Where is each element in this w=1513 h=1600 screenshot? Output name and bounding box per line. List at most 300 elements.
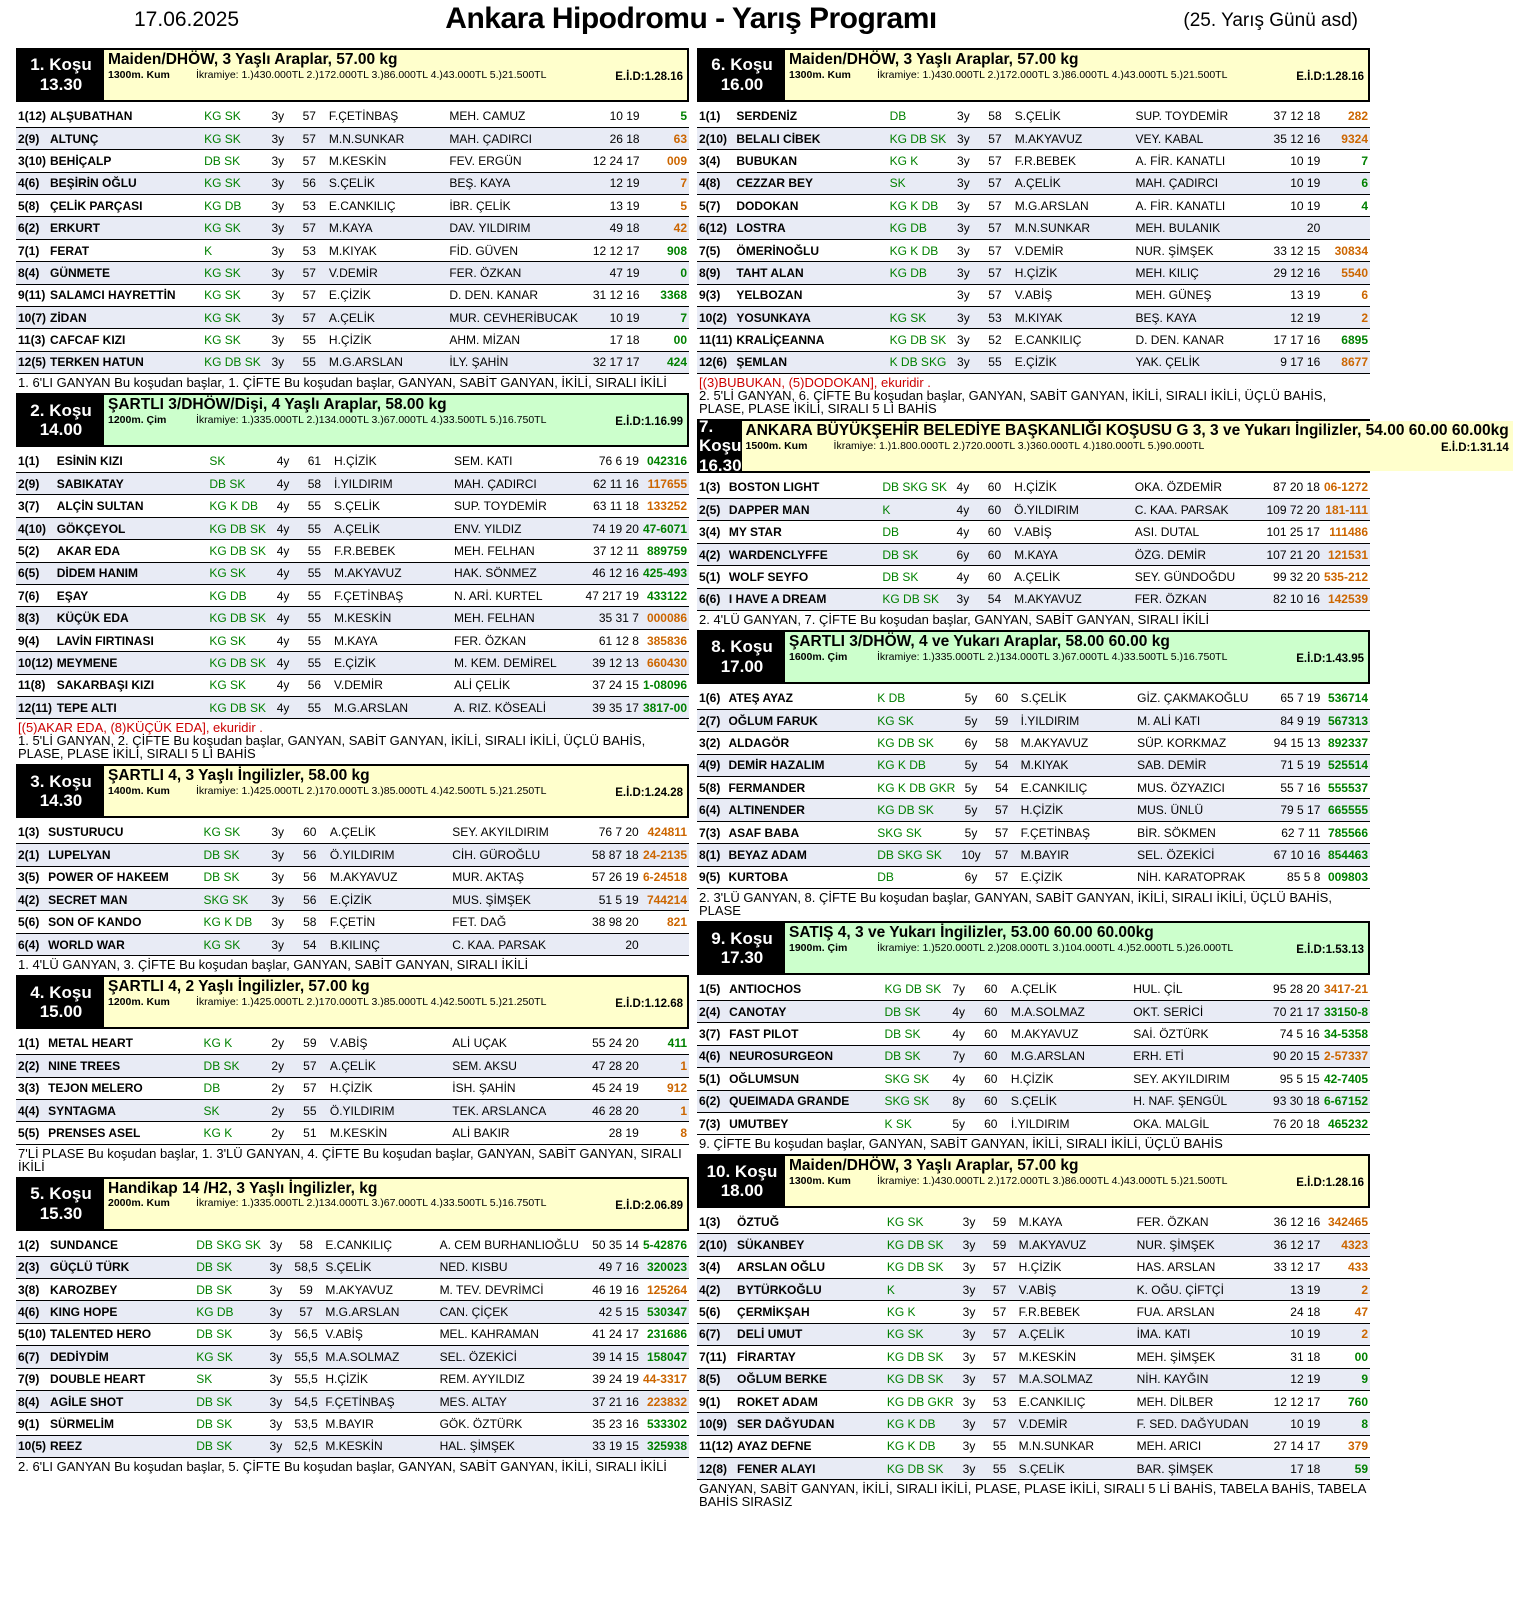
weight: 60 bbox=[977, 521, 1012, 543]
horse-name: SECRET MAN bbox=[46, 889, 201, 911]
trainer: CAN. ÇİÇEK bbox=[438, 1301, 581, 1323]
race-header bbox=[16, 764, 689, 818]
trainer: ASI. DUTAL bbox=[1133, 521, 1260, 543]
horse-age: 5y bbox=[957, 777, 984, 799]
horse-age: 3y bbox=[263, 1301, 289, 1323]
form-figures: 84 9 19 bbox=[1262, 709, 1323, 731]
table-row bbox=[16, 1323, 689, 1345]
jockey: F.R.BEBEK bbox=[1013, 150, 1134, 172]
equipment: KG K DB bbox=[888, 239, 950, 261]
jockey: M.N.SUNKAR bbox=[1017, 1435, 1135, 1457]
race-info bbox=[104, 766, 687, 816]
last-races: 536714 bbox=[1322, 687, 1370, 709]
horse-age: 4y bbox=[945, 1023, 973, 1045]
equipment: KG DB SK bbox=[880, 588, 949, 610]
jockey: İ.YILDIRIM bbox=[1019, 709, 1135, 731]
horse-age: 2y bbox=[264, 1122, 292, 1144]
race-record: E.İ.D:1.43.95 bbox=[1296, 653, 1364, 666]
equipment: KG DB SK bbox=[885, 1234, 956, 1256]
jockey: M.AKYAVUZ bbox=[1013, 127, 1134, 149]
race-number: 6. Koşu bbox=[711, 55, 773, 75]
jockey: E.ÇİZİK bbox=[1013, 351, 1134, 373]
jockey: E.CANKILIÇ bbox=[323, 1234, 437, 1256]
jockey: F.ÇETİNBAŞ bbox=[1019, 821, 1135, 843]
jockey: V.ABİŞ bbox=[323, 1323, 437, 1345]
horse-age: 3y bbox=[264, 239, 292, 261]
form-figures: 17 18 bbox=[580, 329, 642, 351]
race-prize: İkramiye: 1.)520.000TL 2.)208.000TL 3.)104.000TL 4.)52.000TL 5.)26.000TL bbox=[877, 941, 1234, 954]
horse-age: 3y bbox=[264, 127, 292, 149]
trainer: MUS. ÜNLÜ bbox=[1135, 799, 1262, 821]
table-row bbox=[697, 1435, 1370, 1457]
runner-number: 6(5) bbox=[16, 562, 55, 584]
equipment: SK bbox=[202, 1099, 264, 1121]
trainer: SEM. KATI bbox=[452, 450, 579, 472]
trainer: NİH. KAYĞIN bbox=[1135, 1368, 1262, 1390]
table-row bbox=[16, 889, 689, 911]
table-row bbox=[697, 1000, 1370, 1022]
runner-number: 8(4) bbox=[16, 262, 48, 284]
table-row bbox=[697, 307, 1370, 329]
horse-age: 7y bbox=[945, 1045, 973, 1067]
race-number-box bbox=[18, 395, 104, 445]
jockey: M.KIYAK bbox=[327, 239, 447, 261]
last-races: 6895 bbox=[1322, 329, 1370, 351]
runner-number: 2(4) bbox=[697, 1000, 727, 1022]
weight: 57 bbox=[982, 1256, 1016, 1278]
weight: 55 bbox=[292, 329, 327, 351]
form-figures: 29 12 16 bbox=[1261, 262, 1323, 284]
trainer: SUP. TOYDEMİR bbox=[1133, 105, 1260, 127]
horse-name: QUEIMADA GRANDE bbox=[727, 1090, 882, 1112]
trainer: TEK. ARSLANCA bbox=[450, 1099, 578, 1121]
trainer: MES. ALTAY bbox=[438, 1390, 581, 1412]
runner-number: 10(5) bbox=[16, 1435, 48, 1457]
equipment: KG SK bbox=[202, 821, 264, 843]
weight: 55 bbox=[297, 495, 332, 517]
race-number-box bbox=[699, 1156, 785, 1206]
horse-name: ALTUNÇ bbox=[48, 127, 202, 149]
last-races: 5 bbox=[642, 195, 689, 217]
horse-age: 5y bbox=[957, 709, 984, 731]
runner-number: 12(8) bbox=[697, 1458, 735, 1480]
form-figures: 82 10 16 bbox=[1260, 588, 1322, 610]
form-figures: 99 32 20 bbox=[1260, 566, 1322, 588]
equipment: KG DB SK bbox=[207, 517, 269, 539]
table-row bbox=[16, 911, 689, 933]
trainer: A. FİR. KANATLI bbox=[1133, 195, 1260, 217]
race-distance: 1300m. Kum bbox=[108, 68, 170, 81]
jockey: E.ÇİZİK bbox=[328, 889, 450, 911]
equipment bbox=[888, 284, 950, 306]
form-figures: 55 7 16 bbox=[1262, 777, 1323, 799]
runner-number: 4(6) bbox=[16, 1301, 48, 1323]
runner-number: 1(6) bbox=[697, 687, 726, 709]
runner-number: 2(3) bbox=[16, 1256, 48, 1278]
race-info bbox=[785, 1156, 1368, 1206]
horse-age: 3y bbox=[956, 1301, 983, 1323]
trainer: AHM. MİZAN bbox=[447, 329, 580, 351]
runner-number: 2(1) bbox=[16, 844, 46, 866]
horse-name: POWER OF HAKEEM bbox=[46, 866, 201, 888]
table-row bbox=[697, 1256, 1370, 1278]
horse-age: 3y bbox=[956, 1234, 983, 1256]
weight: 57 bbox=[977, 172, 1012, 194]
last-races bbox=[1322, 217, 1370, 239]
weight: 57 bbox=[982, 1323, 1016, 1345]
trainer: İBR. ÇELİK bbox=[447, 195, 580, 217]
weight: 57 bbox=[985, 799, 1019, 821]
equipment: DB SK bbox=[194, 1256, 263, 1278]
weight: 60 bbox=[973, 1112, 1009, 1134]
runner-number: 12(6) bbox=[697, 351, 734, 373]
horse-name: AKAR EDA bbox=[55, 540, 208, 562]
trainer: OKA. ÖZDEMİR bbox=[1133, 476, 1260, 498]
table-row bbox=[16, 1301, 689, 1323]
form-figures: 36 12 16 bbox=[1261, 1211, 1322, 1233]
form-figures: 42 5 15 bbox=[581, 1301, 641, 1323]
equipment: SKG SK bbox=[883, 1068, 945, 1090]
form-figures: 26 18 bbox=[580, 127, 642, 149]
last-races: 665555 bbox=[1322, 799, 1370, 821]
last-races: 44-3317 bbox=[641, 1368, 689, 1390]
race-number: 5. Koşu bbox=[30, 1184, 92, 1204]
last-races: 5-42876 bbox=[641, 1234, 689, 1256]
trainer: OKT. SERİCİ bbox=[1131, 1000, 1259, 1022]
race-number-box bbox=[699, 416, 742, 475]
trainer: SAB. DEMİR bbox=[1135, 754, 1262, 776]
jockey: M.AKYAVUZ bbox=[1017, 1234, 1135, 1256]
runners-table bbox=[697, 105, 1370, 374]
last-races: 59 bbox=[1322, 1458, 1370, 1480]
table-row bbox=[697, 1390, 1370, 1412]
horse-age: 3y bbox=[263, 1323, 289, 1345]
last-races: 6 bbox=[1322, 172, 1370, 194]
jockey: V.ABİŞ bbox=[1013, 284, 1134, 306]
bet-types: 2. 6'LI GANYAN Bu koşudan başlar, 5. ÇİFTE Bu koşudan başlar, GANYAN, SABİT GANYAN, İKİLİ, SIRALI İKİLİ bbox=[18, 1459, 667, 1475]
horse-name: ÖZTUĞ bbox=[735, 1211, 885, 1233]
last-races: 325938 bbox=[641, 1435, 689, 1457]
runner-number: 8(5) bbox=[697, 1368, 735, 1390]
runner-number: 2(2) bbox=[16, 1055, 46, 1077]
runner-number: 11(12) bbox=[697, 1435, 735, 1457]
trainer: D. DEN. KANAR bbox=[1133, 329, 1260, 351]
race-time: 13.30 bbox=[39, 75, 83, 94]
weight: 57 bbox=[977, 127, 1012, 149]
form-figures: 94 15 13 bbox=[1262, 732, 1323, 754]
table-row bbox=[16, 652, 689, 674]
table-row bbox=[697, 1068, 1370, 1090]
form-figures: 109 72 20 bbox=[1260, 499, 1322, 521]
race-title: ŞARTLI 4, 2 Yaşlı İngilizler, 57.00 kg bbox=[108, 978, 370, 996]
last-races: 533302 bbox=[641, 1413, 689, 1435]
table-row bbox=[16, 1055, 689, 1077]
form-figures: 41 24 17 bbox=[581, 1323, 641, 1345]
horse-age: 3y bbox=[956, 1390, 983, 1412]
horse-age: 3y bbox=[264, 866, 292, 888]
form-figures: 49 7 16 bbox=[581, 1256, 641, 1278]
runner-number: 12(11) bbox=[16, 696, 55, 718]
weight: 55 bbox=[977, 351, 1012, 373]
race-distance: 1300m. Kum bbox=[789, 68, 851, 81]
jockey: F.ÇETİNBAŞ bbox=[323, 1390, 437, 1412]
jockey: H.ÇİZİK bbox=[1012, 476, 1133, 498]
horse-name: CEZZAR BEY bbox=[734, 172, 887, 194]
jockey: B.KILINÇ bbox=[328, 933, 450, 955]
table-row bbox=[16, 674, 689, 696]
runner-number: 9(1) bbox=[16, 1413, 48, 1435]
runner-number: 5(7) bbox=[697, 195, 734, 217]
equipment: KG K bbox=[888, 150, 950, 172]
weight: 59 bbox=[289, 1278, 323, 1300]
trainer: SEY. AKYILDIRIM bbox=[1131, 1068, 1259, 1090]
equipment: KG K bbox=[885, 1301, 956, 1323]
jockey: A.ÇELİK bbox=[1013, 172, 1134, 194]
equipment: DB SK bbox=[883, 1000, 945, 1022]
equipment: KG DB bbox=[207, 585, 269, 607]
runners-table bbox=[697, 687, 1370, 889]
page-header bbox=[0, 0, 1382, 44]
horse-age: 3y bbox=[950, 239, 978, 261]
weight: 57 bbox=[292, 307, 327, 329]
horse-age: 4y bbox=[269, 450, 297, 472]
weight: 57 bbox=[982, 1278, 1016, 1300]
last-races: 06-1272 bbox=[1322, 476, 1370, 498]
last-races: 121531 bbox=[1322, 543, 1370, 565]
form-figures: 95 28 20 bbox=[1260, 978, 1322, 1000]
weight: 55 bbox=[982, 1458, 1016, 1480]
runners-table bbox=[697, 476, 1370, 611]
horse-name: BYTÜRKOĞLU bbox=[735, 1278, 885, 1300]
race-time: 18.00 bbox=[720, 1181, 764, 1201]
horse-age: 5y bbox=[957, 687, 984, 709]
trainer: REM. AYYILDIZ bbox=[438, 1368, 581, 1390]
trainer: YAK. ÇELİK bbox=[1133, 351, 1260, 373]
last-races: 760 bbox=[1322, 1390, 1370, 1412]
jockey: S.ÇELİK bbox=[332, 495, 452, 517]
trainer: MUR. CEVHERİBUCAK bbox=[447, 307, 580, 329]
form-figures: 20 bbox=[1261, 217, 1323, 239]
table-row bbox=[16, 517, 689, 539]
horse-name: OĞLUM BERKE bbox=[735, 1368, 885, 1390]
last-races: 42-7405 bbox=[1322, 1068, 1370, 1090]
equipment: DB SK bbox=[194, 1413, 263, 1435]
horse-name: ÖMERİNOĞLU bbox=[734, 239, 887, 261]
horse-name: KRALİÇEANNA bbox=[734, 329, 887, 351]
jockey: İ.YILDIRIM bbox=[332, 473, 452, 495]
trainer: MEL. KAHRAMAN bbox=[438, 1323, 581, 1345]
trainer: MEH. FELHAN bbox=[452, 607, 579, 629]
table-row bbox=[16, 866, 689, 888]
jockey: M.N.SUNKAR bbox=[327, 127, 447, 149]
trainer: VEY. KABAL bbox=[1133, 127, 1260, 149]
runner-number: 5(5) bbox=[16, 1122, 46, 1144]
equipment: KG SK bbox=[202, 172, 264, 194]
form-figures: 10 19 bbox=[1261, 150, 1323, 172]
race-distance: 1200m. Kum bbox=[108, 996, 170, 1009]
jockey: A.ÇELİK bbox=[1012, 566, 1133, 588]
jockey: M.N.SUNKAR bbox=[1013, 217, 1134, 239]
horse-name: ÇERMİKŞAH bbox=[735, 1301, 885, 1323]
horse-age: 4y bbox=[269, 585, 297, 607]
horse-age: 8y bbox=[945, 1090, 973, 1112]
equipment: KG DB SK bbox=[875, 732, 957, 754]
table-row bbox=[697, 1045, 1370, 1067]
trainer: MEH. BULANIK bbox=[1133, 217, 1260, 239]
table-row bbox=[697, 521, 1370, 543]
race-title: ŞARTLI 3/DHÖW, 4 ve Yukarı Araplar, 58.00 60.00 kg bbox=[789, 633, 1170, 651]
form-figures: 74 19 20 bbox=[579, 517, 641, 539]
jockey: S.ÇELİK bbox=[1013, 105, 1134, 127]
bet-types: GANYAN, SABİT GANYAN, İKİLİ, SIRALI İKİLİ, PLASE, PLASE İKİLİ, SIRALI 5 Lİ BAHİS, TABELA BAHİS, TABELA BAHİS SIRASIZ bbox=[699, 1481, 1366, 1510]
bet-types: 9. ÇİFTE Bu koşudan başlar, GANYAN, SABİT GANYAN, İKİLİ, SIRALI İKİLİ, ÜÇLÜ BAHİS bbox=[699, 1136, 1223, 1152]
table-row bbox=[16, 844, 689, 866]
last-races: 555537 bbox=[1322, 777, 1370, 799]
last-races: 231686 bbox=[641, 1323, 689, 1345]
form-figures: 13 19 bbox=[580, 195, 642, 217]
horse-name: WORLD WAR bbox=[46, 933, 201, 955]
form-figures: 37 24 15 bbox=[579, 674, 641, 696]
bet-types: 1. 6'LI GANYAN Bu koşudan başlar, 1. ÇİFTE Bu koşudan başlar, GANYAN, SABİT GANYAN, İKİLİ, SIRALI İKİLİ bbox=[18, 375, 667, 391]
equipment: KG SK bbox=[207, 562, 269, 584]
weight: 60 bbox=[985, 687, 1019, 709]
table-row bbox=[16, 933, 689, 955]
horse-age: 3y bbox=[956, 1346, 983, 1368]
equipment: SKG SK bbox=[883, 1090, 945, 1112]
trainer: SEL. ÖZEKİCİ bbox=[438, 1346, 581, 1368]
form-figures: 12 19 bbox=[1261, 1368, 1322, 1390]
jockey: M.KESKİN bbox=[1017, 1346, 1135, 1368]
horse-age: 3y bbox=[263, 1413, 289, 1435]
race-prize: İkramiye: 1.)1.800.000TL 2.)720.000TL 3.)360.000TL 4.)180.000TL 5.)90.000TL bbox=[833, 440, 1205, 452]
horse-name: KAROZBEY bbox=[48, 1278, 194, 1300]
horse-name: ŞEMLAN bbox=[734, 351, 887, 373]
weight: 54 bbox=[977, 588, 1012, 610]
horse-age: 3y bbox=[956, 1435, 983, 1457]
last-races: 908 bbox=[642, 239, 689, 261]
race-day-label: (25. Yarış Günü asd) bbox=[1183, 10, 1358, 31]
table-row bbox=[16, 1099, 689, 1121]
trainer: FEV. ERGÜN bbox=[447, 150, 580, 172]
jockey: E.CANKILIÇ bbox=[1013, 329, 1134, 351]
race-number: 7. Koşu bbox=[699, 416, 742, 456]
race-time: 14.30 bbox=[39, 791, 83, 811]
weight: 55,5 bbox=[289, 1368, 323, 1390]
race-title: ANKARA BÜYÜKŞEHİR BELEDİYE BAŞKANLIĞI KOŞUSU G 3, 3 ve Yukarı İngilizler, 54.00 60.00 60.00kg bbox=[745, 422, 1509, 440]
race-details bbox=[108, 414, 683, 427]
horse-name: NINE TREES bbox=[46, 1055, 201, 1077]
weight: 60 bbox=[977, 499, 1012, 521]
horse-name: FENER ALAYI bbox=[735, 1458, 885, 1480]
race-details bbox=[108, 69, 683, 82]
runner-number: 8(1) bbox=[697, 844, 726, 866]
horse-name: ATEŞ AYAZ bbox=[726, 687, 875, 709]
runner-number: 9(5) bbox=[697, 866, 726, 888]
equipment: KG K DB bbox=[202, 911, 264, 933]
last-races: 00 bbox=[1322, 1346, 1370, 1368]
equipment: SKG SK bbox=[875, 821, 957, 843]
equipment: KG K DB bbox=[885, 1413, 956, 1435]
form-figures: 20 bbox=[579, 933, 641, 955]
horse-name: BEYAZ ADAM bbox=[726, 844, 875, 866]
race-record: E.İ.D:1.31.14 bbox=[1440, 442, 1509, 455]
last-races: 47-6071 bbox=[641, 517, 689, 539]
equipment: KG SK bbox=[202, 933, 264, 955]
horse-age: 3y bbox=[950, 307, 978, 329]
form-figures: 28 19 bbox=[579, 1122, 641, 1144]
horse-name: FİRARTAY bbox=[735, 1346, 885, 1368]
weight: 57 bbox=[977, 217, 1012, 239]
equipment: DB SK bbox=[883, 1023, 945, 1045]
table-row bbox=[16, 1122, 689, 1144]
horse-name: SON OF KANDO bbox=[46, 911, 201, 933]
horse-age: 3y bbox=[950, 127, 978, 149]
runner-number: 4(2) bbox=[697, 543, 727, 565]
table-row bbox=[697, 709, 1370, 731]
race-info bbox=[104, 1179, 687, 1229]
table-row bbox=[16, 821, 689, 843]
trainer: MEH. CAMUZ bbox=[447, 105, 580, 127]
horse-name: CANOTAY bbox=[727, 1000, 882, 1022]
horse-age: 4y bbox=[945, 1068, 973, 1090]
race-number-box bbox=[699, 632, 785, 682]
last-races: 379 bbox=[1322, 1435, 1370, 1457]
weight: 52,5 bbox=[289, 1435, 323, 1457]
race-section bbox=[16, 48, 689, 393]
form-figures: 31 18 bbox=[1261, 1346, 1322, 1368]
jockey: A.ÇELİK bbox=[328, 1055, 450, 1077]
runner-number: 4(6) bbox=[16, 172, 48, 194]
jockey: M.G.ARSLAN bbox=[1013, 195, 1134, 217]
trainer: FER. ÖZKAN bbox=[452, 629, 579, 651]
weight: 56 bbox=[292, 866, 328, 888]
horse-age: 3y bbox=[950, 195, 978, 217]
last-races: 000086 bbox=[641, 607, 689, 629]
last-races: 5 bbox=[642, 105, 689, 127]
table-row bbox=[697, 777, 1370, 799]
trainer: HUL. ÇİL bbox=[1131, 978, 1259, 1000]
runner-number: 2(7) bbox=[697, 709, 726, 731]
last-races: 0 bbox=[642, 262, 689, 284]
jockey: M.G.ARSLAN bbox=[1009, 1045, 1131, 1067]
horse-name: METAL HEART bbox=[46, 1032, 201, 1054]
horse-name: LAVİN FIRTINASI bbox=[55, 629, 208, 651]
horse-age: 3y bbox=[956, 1256, 983, 1278]
last-races: 33150-8 bbox=[1322, 1000, 1370, 1022]
trainer: GİZ. ÇAKMAKOĞLU bbox=[1135, 687, 1262, 709]
weight: 58 bbox=[985, 732, 1019, 754]
form-figures: 76 6 19 bbox=[579, 450, 641, 472]
last-races: 6 bbox=[1322, 284, 1370, 306]
horse-name: TAHT ALAN bbox=[734, 262, 887, 284]
runner-number: 1(3) bbox=[697, 1211, 735, 1233]
equipment: K DB SKG bbox=[888, 351, 950, 373]
weight: 53 bbox=[977, 307, 1012, 329]
horse-age: 3y bbox=[956, 1323, 983, 1345]
horse-age: 3y bbox=[950, 105, 978, 127]
horse-age: 4y bbox=[949, 499, 977, 521]
jockey: E.CANKILIÇ bbox=[327, 195, 447, 217]
runner-number: 6(7) bbox=[16, 1346, 48, 1368]
horse-age: 3y bbox=[264, 933, 292, 955]
trainer: ALİ ÇELİK bbox=[452, 674, 579, 696]
horse-age: 3y bbox=[950, 284, 978, 306]
weight: 57 bbox=[985, 866, 1019, 888]
horse-age: 3y bbox=[956, 1368, 983, 1390]
equipment: KG DB SK bbox=[885, 1458, 956, 1480]
form-figures: 13 19 bbox=[1261, 1278, 1322, 1300]
form-figures: 35 12 16 bbox=[1261, 127, 1323, 149]
